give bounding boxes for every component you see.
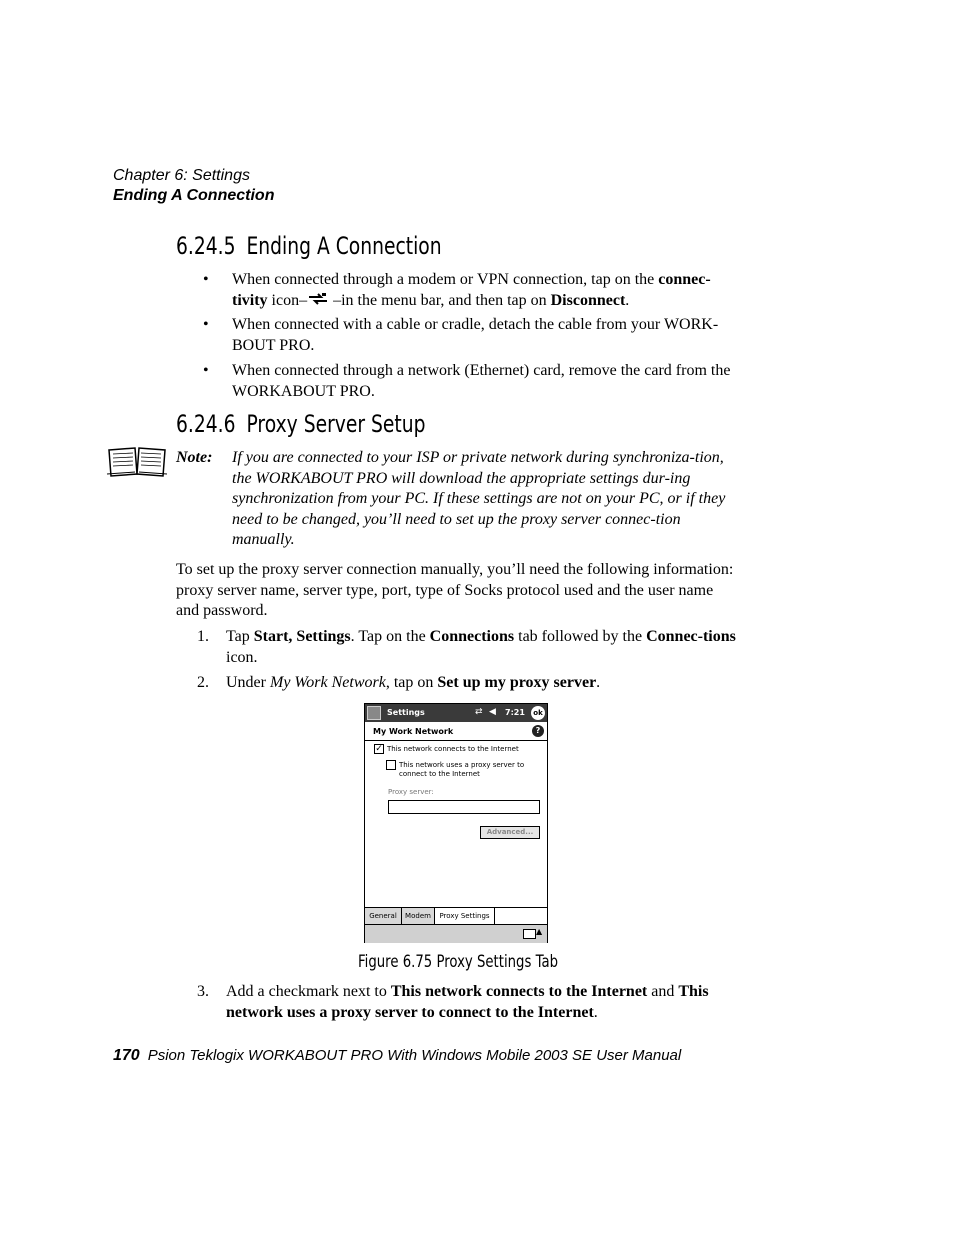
- manual-title: Psion Teklogix WORKABOUT PRO With Windows Mobile 2003 SE User Manual: [147, 1047, 682, 1064]
- tab-strip: [365, 907, 547, 925]
- subtitle-bar: [365, 723, 547, 741]
- section-number: 6.24.6: [176, 410, 236, 438]
- bullet-marker: •: [203, 316, 209, 333]
- section-title: Proxy Server Setup: [246, 410, 426, 438]
- section-number: 6.24.5: [176, 232, 236, 260]
- tab-general[interactable]: General: [365, 908, 402, 924]
- bullet-disconnect-network: When connected through a network (Ethernet) card, remove the card from the WORKABOUT PRO.: [232, 362, 731, 400]
- bullet-marker: •: [203, 271, 209, 288]
- step-number: 2.: [197, 674, 209, 691]
- advanced-button[interactable]: Advanced...: [480, 826, 540, 839]
- page-number: 170: [113, 1047, 140, 1064]
- tab-modem[interactable]: Modem: [402, 908, 435, 924]
- proxy-checkbox[interactable]: [386, 760, 396, 770]
- speaker-icon[interactable]: ◀: [489, 707, 496, 717]
- note-label: Note:: [176, 449, 213, 466]
- figure-caption: Figure 6.75 Proxy Settings Tab: [358, 952, 559, 972]
- step-3-text: Add a checkmark next to This network connects to the Internet and This network uses a proxy server to connect to the Internet.: [226, 983, 709, 1021]
- input-arrow-icon[interactable]: ▲: [536, 927, 543, 936]
- connectivity-icon: [307, 291, 329, 307]
- proxy-settings-screenshot: [364, 703, 548, 943]
- step-number: 3.: [197, 983, 209, 1000]
- page-footer: [113, 1047, 681, 1065]
- ok-button[interactable]: ok: [531, 706, 545, 720]
- section-heading-6-24-5: [176, 232, 442, 260]
- intro-paragraph: To set up the proxy server connection manually, you’ll need the following information: proxy server name, server type, port, type of Socks protocol used and the user name and password.: [176, 561, 734, 619]
- proxy-checkbox-label: This network uses a proxy server to connect to the Internet: [399, 761, 525, 778]
- running-header-chapter: Chapter 6: Settings: [113, 167, 250, 184]
- title-bar: [365, 704, 547, 722]
- connectivity-icon[interactable]: ⇄: [475, 707, 483, 717]
- tab-proxy-settings[interactable]: Proxy Settings: [435, 908, 495, 924]
- running-header-section: Ending A Connection: [113, 187, 275, 204]
- bullet-marker: •: [203, 362, 209, 379]
- bullet-disconnect-modem: When connected through a modem or VPN connection, tap on the connec- tivity icon– –in the menu bar, and then tap on Disconnect.: [232, 271, 711, 309]
- keyboard-icon[interactable]: [523, 929, 536, 939]
- note-body: If you are connected to your ISP or private network during synchroniza-tion, the WORKABOUT PRO will download the appropriate settings dur-ing synchronization from your PC. If these settings are not on your PC, or if they need to be changed, you’ll need to set up the proxy server connec-tion manually.: [232, 449, 726, 548]
- section-title: Ending A Connection: [246, 232, 442, 260]
- section-heading-6-24-6: [176, 410, 426, 438]
- menu-bar: [365, 924, 547, 943]
- windows-logo-icon[interactable]: [367, 706, 381, 720]
- clock[interactable]: 7:21: [505, 708, 525, 717]
- step-1-text: Tap Start, Settings. Tap on the Connections tab followed by the Connec-tions icon.: [226, 628, 736, 666]
- internet-checkbox-label: This network connects to the Internet: [387, 745, 519, 753]
- step-2-text: Under My Work Network, tap on Set up my proxy server.: [226, 674, 601, 691]
- step-number: 1.: [197, 628, 209, 645]
- open-book-icon: [105, 444, 169, 478]
- internet-checkbox[interactable]: ✓: [375, 744, 383, 754]
- proxy-server-label: Proxy server:: [388, 788, 434, 796]
- bullet-disconnect-cable: When connected with a cable or cradle, detach the cable from your WORK-BOUT PRO.: [232, 316, 719, 354]
- subtitle: My Work Network: [373, 727, 454, 736]
- window-title: Settings: [387, 708, 425, 717]
- help-icon[interactable]: ?: [532, 725, 544, 737]
- proxy-server-input[interactable]: [388, 800, 540, 814]
